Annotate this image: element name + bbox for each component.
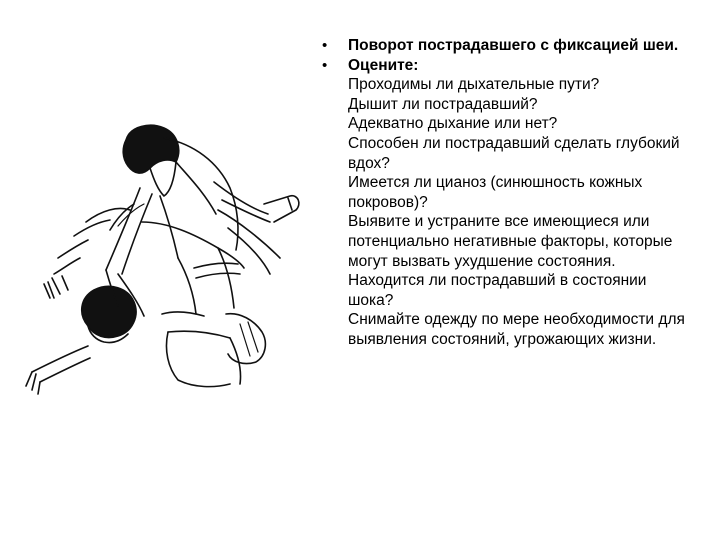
bullet-marker: • — [322, 37, 328, 54]
assess-line-clothing: Снимайте одежду по мере необходимости для выявления состояний, угрожающих жизни. — [348, 311, 685, 348]
first-aid-illustration — [18, 118, 318, 418]
bullet-item-assess — [318, 56, 688, 76]
bullet-text-assess: Оцените: — [348, 56, 419, 74]
assess-line-airway: Проходимы ли дыхательные пути? — [348, 76, 600, 94]
bullet-marker: • — [322, 56, 328, 74]
bullet-item-turning — [318, 36, 688, 56]
assess-line-cyanosis: Имеется ли цианоз (синюшность кожных покровов)? — [348, 174, 643, 211]
assess-line-adequate: Адекватно дыхание или нет? — [348, 115, 558, 133]
assess-line-shock: Находится ли пострадавший в состоянии шока? — [348, 272, 647, 309]
bullet-text-turning: Поворот пострадавшего с фиксацией шеи. — [348, 37, 679, 54]
text-block — [318, 36, 688, 350]
assess-line-deep-breath: Способен ли пострадавший сделать глубокий вдох? — [348, 134, 680, 172]
assess-line-factors: Выявите и устраните все имеющиеся или потенциально негативные факторы, которые могут вызвать ухудшение состояния. — [348, 213, 673, 270]
assess-line-breathing: Дышит ли пострадавший? — [348, 95, 538, 113]
